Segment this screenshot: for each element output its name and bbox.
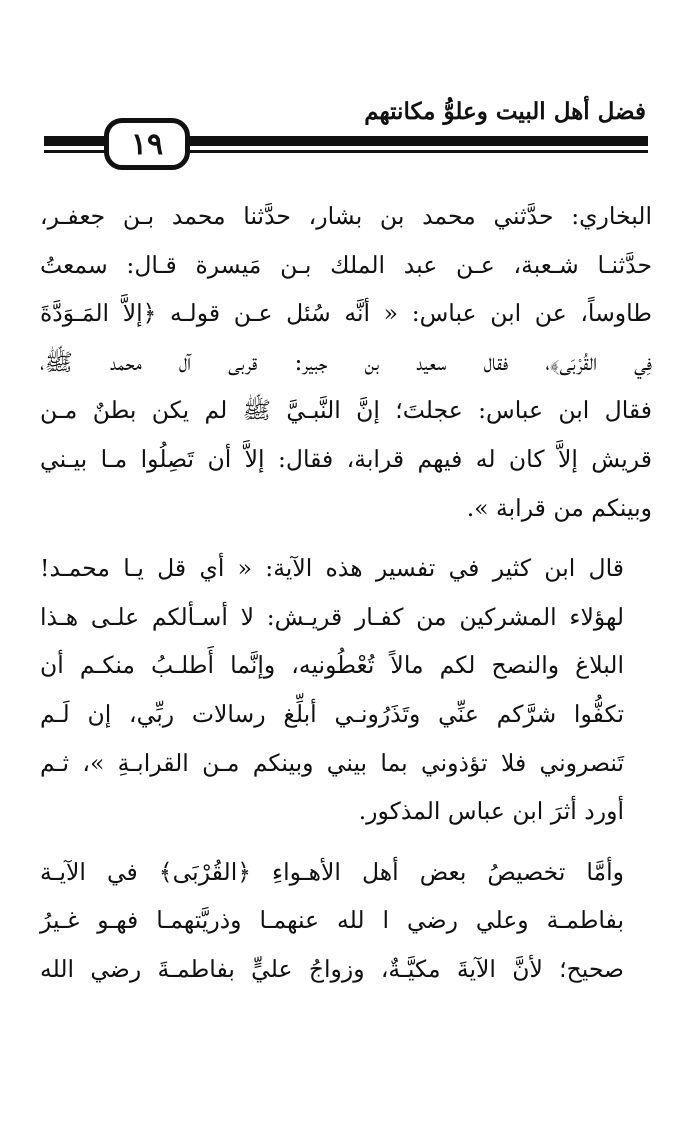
text-line: البلاغ والنصح لكم مالاً تُعْطُونيه، وإنَّما أَطلـبُ منكـم أن (40, 651, 624, 680)
page-number-badge (104, 118, 190, 170)
text-line: لهؤلاء المشركين من كفـار قريـش: لا أسـألكم علـى هـذا (40, 602, 624, 631)
header-rule-left-thick (44, 136, 108, 146)
text-line: حدَّثنـا شـعبة، عـن عبد الملك بـن مَيسرة قـال: سمعتُ (40, 250, 652, 279)
paragraph-3 (40, 848, 652, 994)
text-line: فِي القُرْبَى﴾، فقال سعيد بن جبير: قربى آل محمد ﷺ، (40, 347, 652, 376)
text-line: طاوساً، عن ابن عباس: « أنَّه سُئل عـن قولـه ﴿إلاَّ المَـوَدَّةَ (40, 299, 652, 328)
text-line: أورد أثرَ ابن عباس المذكور. (358, 797, 624, 826)
body-text (40, 192, 652, 1006)
text-line: البخاري: حدَّثني محمد بن بشار، حدَّثنا محمد بـن جعفـر، (40, 202, 652, 230)
text-line: وبينكم من قرابة ». (466, 493, 652, 522)
header-rule-left-thin (44, 150, 108, 153)
page-number: ١٩ (130, 126, 164, 162)
text-line: وأمَّا تخصيصُ بعض أهل الأهـواءِ ﴿القُرْبَى﴾ في الآيـة (40, 857, 624, 886)
paragraph-2 (40, 544, 652, 836)
paragraph-1 (40, 192, 652, 532)
header-rule-thin (190, 150, 648, 153)
header-rule-thick (190, 136, 648, 146)
text-line: قال ابن كثير في تفسير هذه الآية: « أي قل يـا محمـد! (40, 554, 624, 583)
text-line: بفاطمـة وعلي رضي ا لله عنهمـا وذريَّتهمـا فهـو غـيرُ (40, 906, 624, 935)
text-line: قريش إلاَّ كان له فيهم قرابة، فقال: إلاَّ أن تَصِلُوا مـا بيـني (40, 444, 652, 473)
text-line: تكفُّوا شرَّكم عنِّي وتَذَرُونـي أبلِّغ رسالات ربِّي، إن لَـم (40, 699, 624, 728)
text-line: صحيح؛ لأنَّ الآيةَ مكيَّـةٌ، وزواجُ عليٍّ بفاطمـةَ رضي الله (40, 954, 624, 983)
running-title: فضل أهل البيت وعلوُّ مكانتهم (364, 98, 646, 125)
text-line: تَنصروني فلا تؤذوني بما بيني وبينكم مـن القرابـةِ »، ثـم (40, 748, 624, 777)
text-line: فقال ابن عباس: عجلتَ؛ إنَّ النَّبـيَّ ﷺ لم يكن بطنٌ مـن (40, 396, 652, 425)
